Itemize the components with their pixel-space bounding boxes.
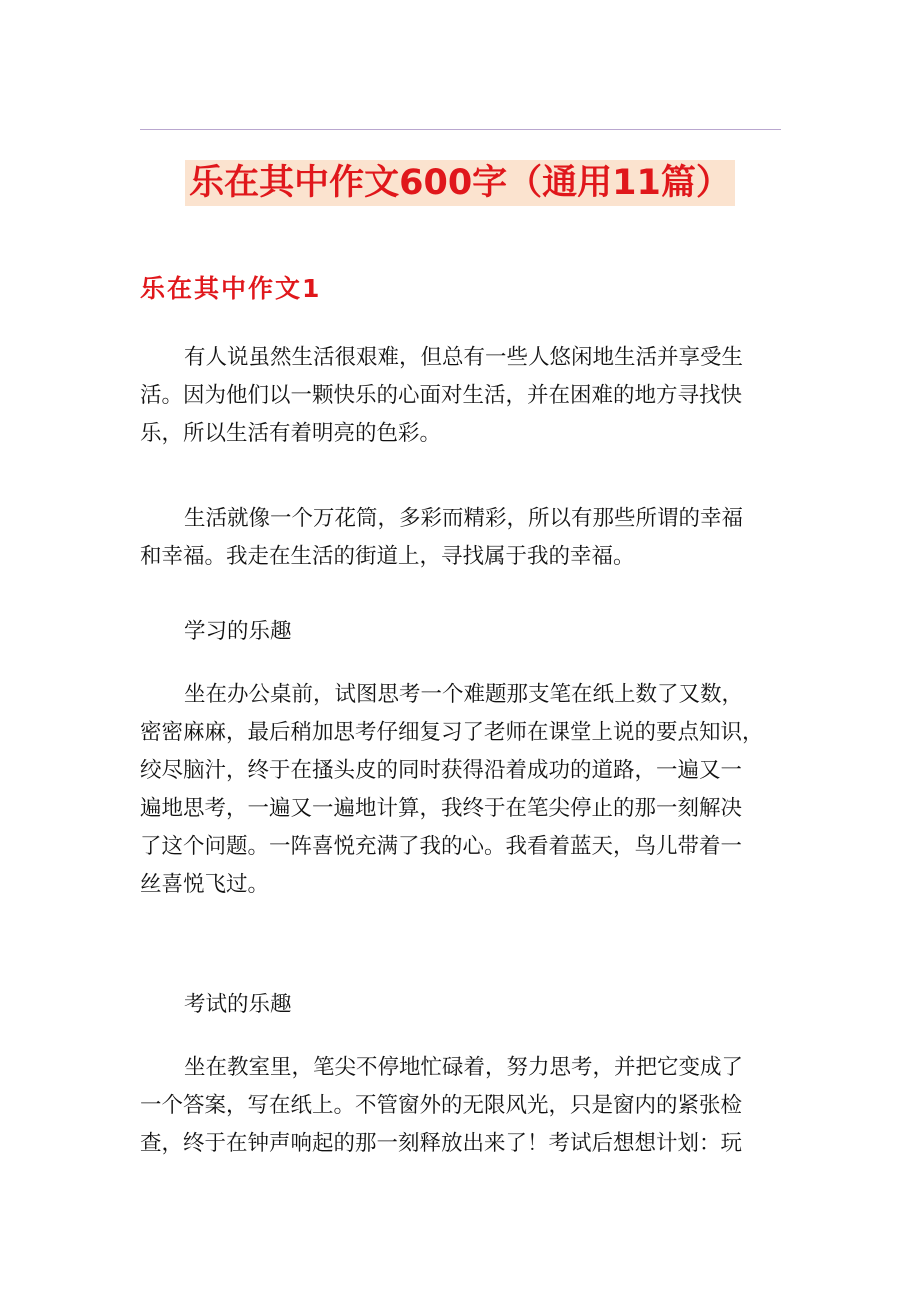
paragraph-line: 遍地思考，一遍又一遍地计算，我终于在笔尖停止的那一刻解决 [140, 796, 743, 821]
paragraph-line: 密密麻麻，最后稍加思考仔细复习了老师在课堂上说的要点知识， [140, 720, 764, 745]
paragraph-line: 和幸福。我走在生活的街道上，寻找属于我的幸福。 [140, 544, 635, 569]
paragraph-line: 学习的乐趣 [184, 619, 292, 644]
paragraph-line: 一个答案，写在纸上。不管窗外的无限风光，只是窗内的紧张检 [140, 1093, 743, 1118]
paragraph-line: 生活就像一个万花筒，多彩而精彩，所以有那些所谓的幸福 [184, 506, 744, 531]
paragraph-2 [140, 500, 786, 576]
paragraph-line: 活。因为他们以一颗快乐的心面对生活，并在困难的地方寻找快 [140, 383, 743, 408]
paragraph-line: 丝喜悦飞过。 [140, 872, 270, 897]
paragraph-line: 考试的乐趣 [184, 992, 292, 1017]
paragraph-line: 乐，所以生活有着明亮的色彩。 [140, 421, 442, 446]
paragraph-6 [140, 1049, 786, 1163]
paragraph-line: 坐在教室里，笔尖不停地忙碌着，努力思考，并把它变成了 [184, 1055, 744, 1080]
document-title: 乐在其中作文600字（通用11篇） [185, 160, 735, 206]
title-container [0, 160, 920, 206]
paragraph-4 [140, 676, 786, 904]
paragraph-line: 了这个问题。一阵喜悦充满了我的心。我看着蓝天，鸟儿带着一 [140, 834, 743, 859]
paragraph-line: 有人说虽然生活很艰难，但总有一些人悠闲地生活并享受生 [184, 345, 744, 370]
subheading-study-fun [140, 613, 786, 651]
paragraph-line: 绞尽脑汁，终于在搔头皮的同时获得沿着成功的道路，一遍又一 [140, 758, 743, 783]
section-heading: 乐在其中作文1 [140, 274, 322, 303]
paragraph-1 [140, 339, 786, 453]
paragraph-line: 查，终于在钟声响起的那一刻释放出来了！考试后想想计划：玩 [140, 1131, 743, 1156]
subheading-exam-fun [140, 986, 786, 1024]
top-divider-rule [140, 129, 781, 130]
paragraph-line: 坐在办公桌前，试图思考一个难题那支笔在纸上数了又数， [184, 682, 744, 707]
